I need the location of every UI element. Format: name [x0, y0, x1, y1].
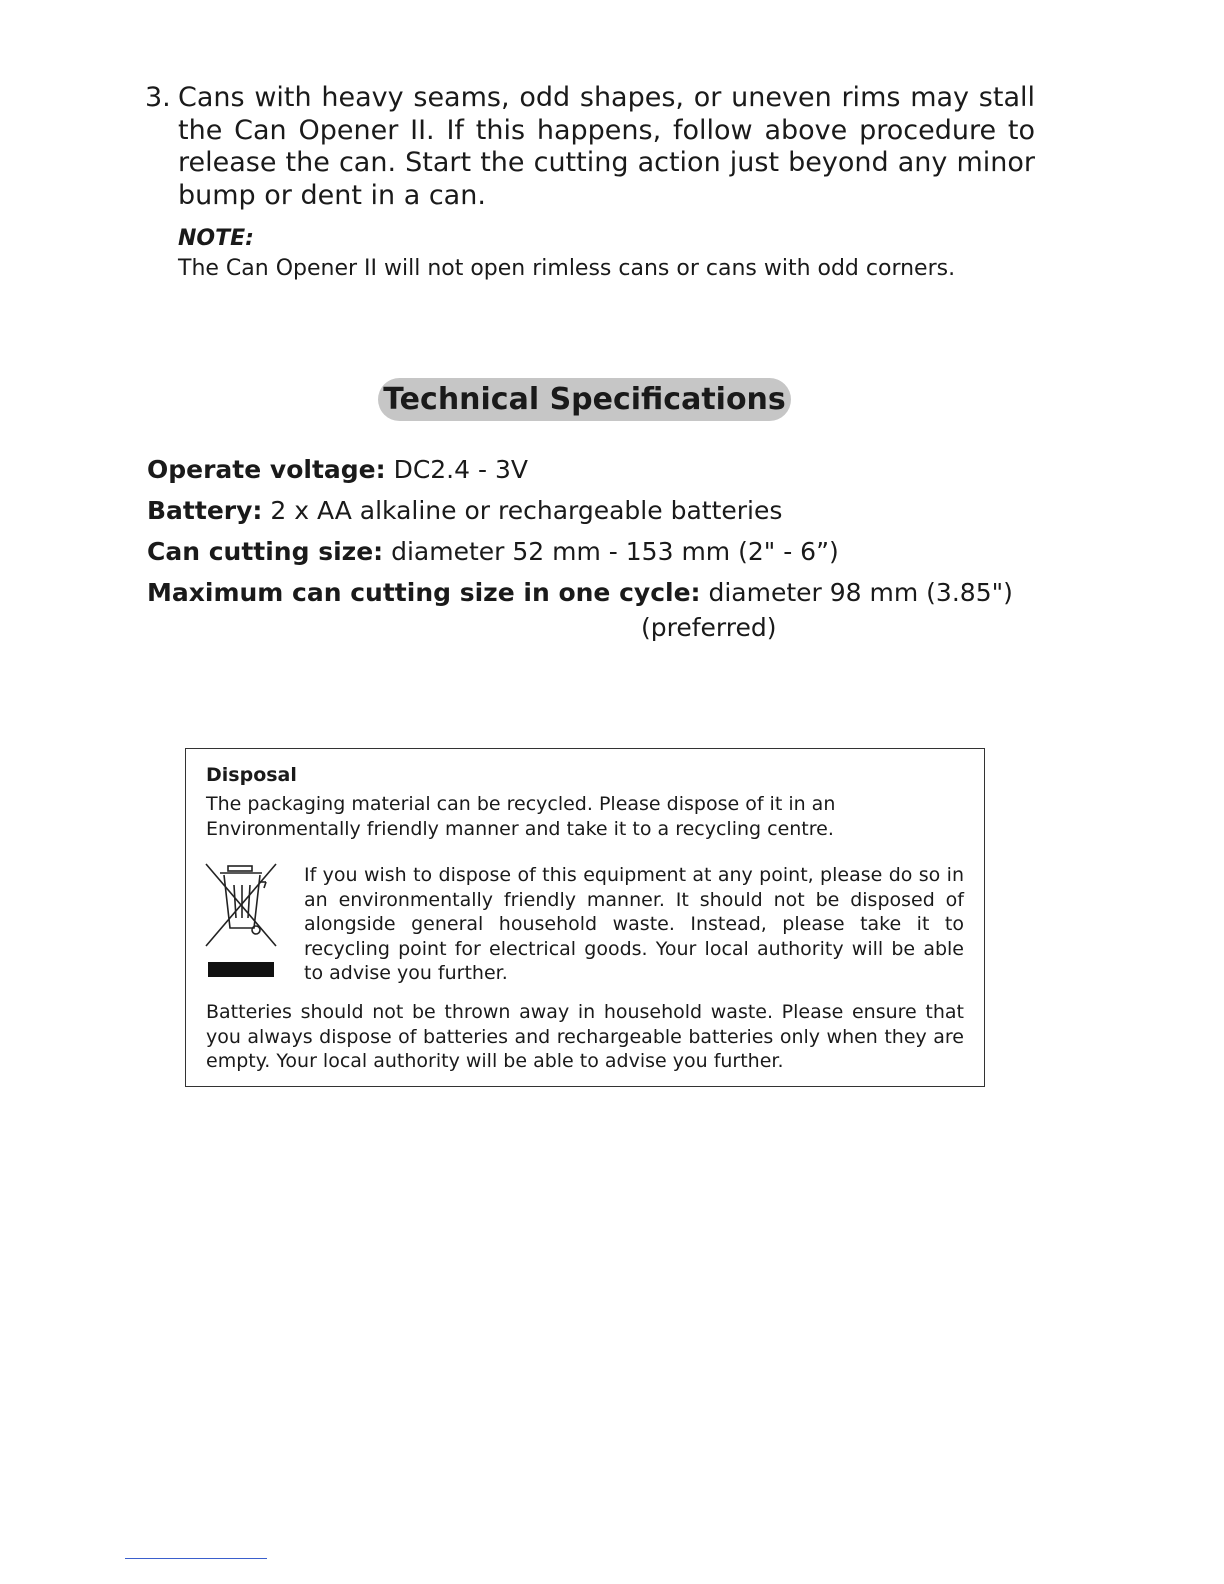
disposal-equipment-text: If you wish to dispose of this equipment at any point, please do so in an environmentally friendly manner. It should not be disposed of alongside general household waste. Instead, please take it to recycling point for electrical goods. Your local authority will be able to advise you further.: [304, 864, 964, 984]
disposal-packaging-text: The packaging material can be recycled. Please dispose of it in an Environmentally friendly manner and take it to a recycling centre.: [206, 793, 836, 840]
tech-specs-heading: Technical Specifications: [378, 378, 791, 421]
spec-label: Operate voltage:: [147, 455, 386, 484]
instruction-item-3: [145, 82, 1035, 212]
crossed-out-wheelie-bin-icon: [204, 860, 278, 978]
disposal-batteries-text: Batteries should not be thrown away in household waste. Please ensure that you always dispose of batteries and rechargeable batteries only when they are empty. Your local authority will be able to advise you further.: [206, 1001, 964, 1072]
spec-label: Can cutting size:: [147, 537, 384, 566]
note-text: The Can Opener II will not open rimless cans or cans with odd corners.: [178, 256, 956, 281]
spec-continuation: (preferred): [641, 613, 777, 642]
spec-value: diameter 98 mm (3.85"): [700, 578, 1013, 607]
footer-rule: [125, 1558, 267, 1559]
item-number: 3.: [145, 82, 171, 113]
spec-label: Battery:: [147, 496, 263, 525]
item-text: Cans with heavy seams, odd shapes, or uneven rims may stall the Can Opener II. If this happens, follow above procedure to release the can. Start the cutting action just beyond any minor bump or dent in a can.: [178, 82, 1035, 211]
spec-value: diameter 52 mm - 153 mm (2" - 6”): [383, 537, 839, 566]
spec-label: Maximum can cutting size in one cycle:: [147, 578, 701, 607]
spec-value: DC2.4 - 3V: [385, 455, 528, 484]
spec-row-battery: [147, 496, 782, 525]
disposal-title: Disposal: [206, 764, 297, 786]
spec-row-cutting-size: [147, 537, 839, 566]
spec-value: 2 x AA alkaline or rechargeable batteries: [262, 496, 783, 525]
note-label: NOTE:: [178, 226, 254, 251]
spec-row-voltage: [147, 455, 528, 484]
spec-row-max-cutting-size: [147, 578, 1013, 607]
